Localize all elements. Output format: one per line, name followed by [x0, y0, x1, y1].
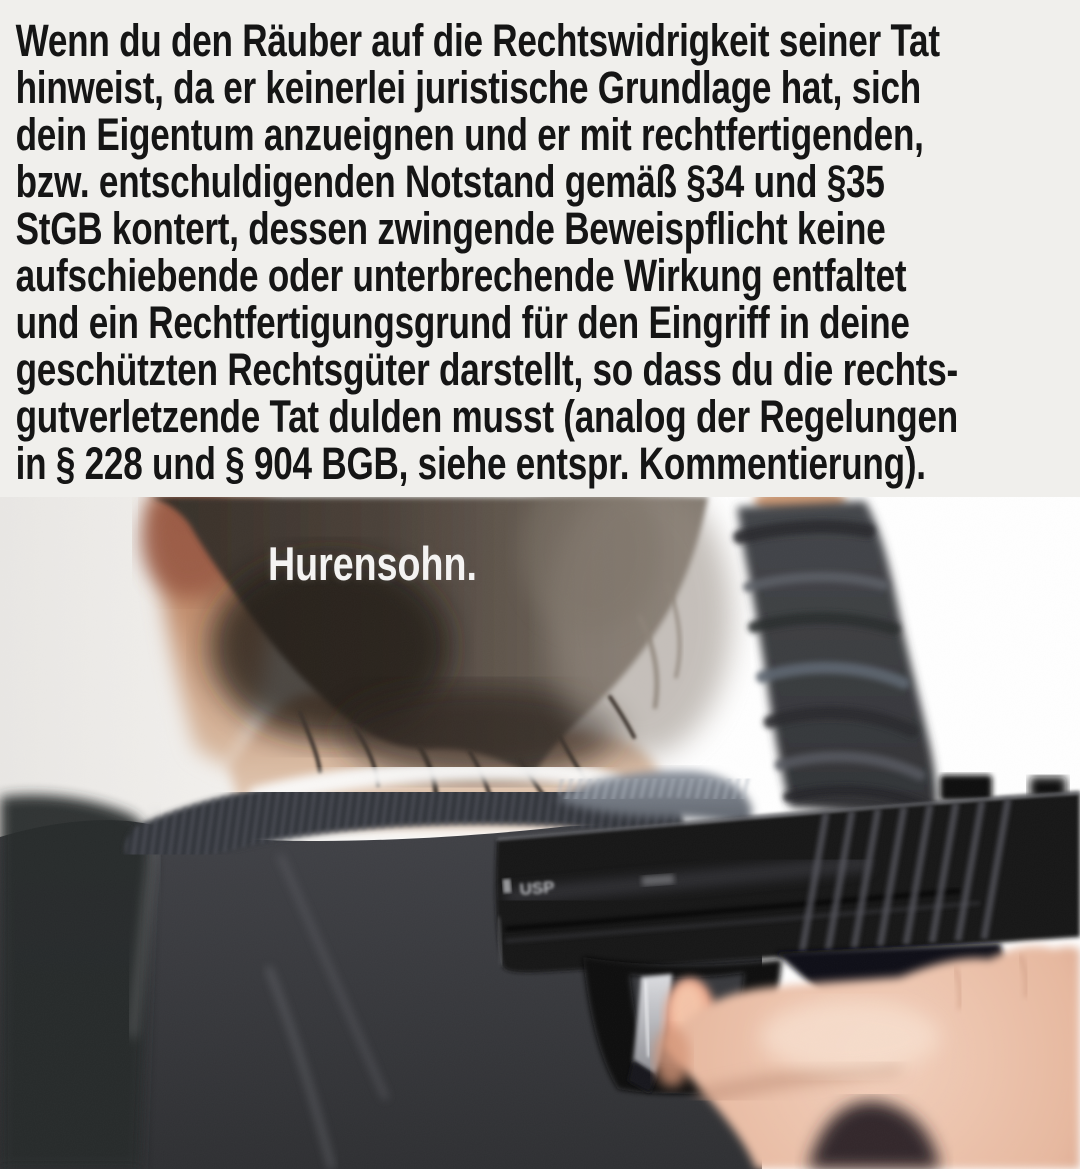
photo-grain — [0, 497, 1080, 1169]
meme-caption: Hurensohn. — [268, 537, 477, 590]
text-line: dein Eigentum anzueignen und er mit rechtfertigenden, — [15, 109, 924, 160]
text-line: und ein Rechtfertigungsgrund für den Eingriff in deine — [15, 297, 910, 348]
meme-top-text — [0, 0, 1080, 497]
text-line: gutverletzende Tat dulden musst (analog der Regelungen — [15, 391, 958, 442]
text-line: bzw. entschuldigenden Notstand gemäß §34 und §35 — [15, 156, 885, 207]
text-line: in § 228 und § 904 BGB, siehe entspr. Kommentierung). — [15, 438, 926, 489]
text-line: aufschiebende oder unterbrechende Wirkung entfaltet — [15, 250, 907, 301]
text-line: hinweist, da er keinerlei juristische Grundlage hat, sich — [15, 62, 922, 113]
text-line: geschützten Rechtsgüter darstellt, so dass du die rechts- — [15, 344, 958, 395]
text-line: StGB kontert, dessen zwingende Beweispflicht keine — [15, 203, 886, 254]
robbery-photo — [0, 497, 1080, 1169]
gun-marking-usp: USP — [518, 877, 556, 899]
text-line: Wenn du den Räuber auf die Rechtswidrigkeit seiner Tat — [15, 15, 940, 66]
